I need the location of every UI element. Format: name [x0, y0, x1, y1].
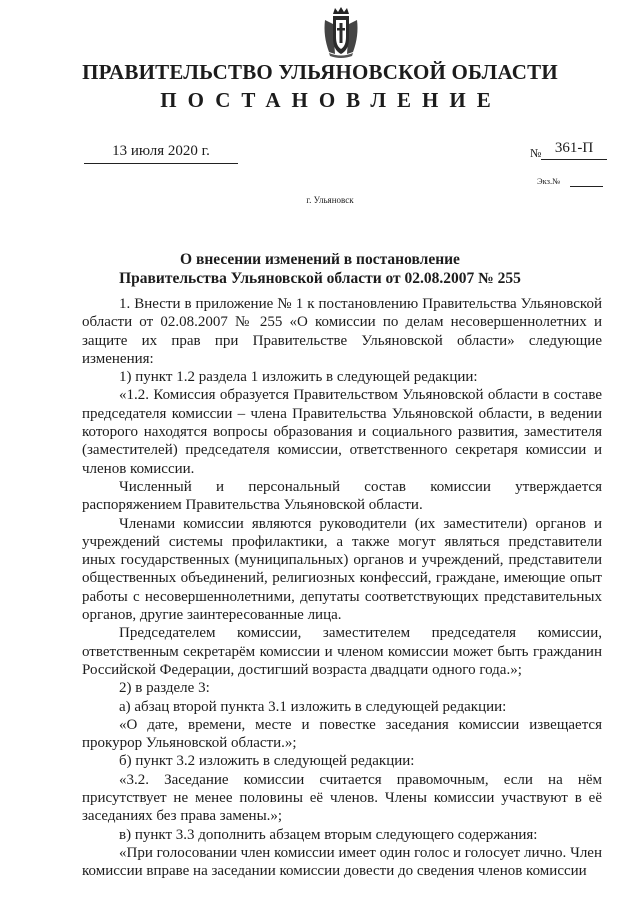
paragraph: «3.2. Заседание комиссии считается правомочным, если на нём присутствует не менее половины её членов. Члены комиссии участвуют в её заседаниях без права замены.»;	[82, 771, 602, 825]
paragraph: в) пункт 3.3 дополнить абзацем вторым следующего содержания:	[119, 826, 538, 843]
paragraph: 1) пункт 1.2 раздела 1 изложить в следующей редакции:	[119, 369, 478, 386]
document-title-line-1: О внесении изменений в постановление	[180, 251, 460, 268]
paragraph: «При голосовании член комиссии имеет один голос и голосует лично. Член комиссии вправе на заседании комиссии довести до сведения членов комиссии	[82, 844, 602, 880]
coat-of-arms-emblem	[321, 6, 361, 58]
paragraph: Членами комиссии являются руководители (их заместители) органов и учреждений системы профилактики, а также могут являться представители иных государственных (муниципальных) органов и учреждений, представители общественных объединений, религиозных конфессий, граждане, имеющие опыт работы с несовершеннолетними, депутаты соответствующих представительных органов, другие заинтересованные лица.	[82, 515, 602, 624]
paragraph: б) пункт 3.2 изложить в следующей редакции:	[119, 753, 415, 770]
number-label: №	[530, 146, 542, 160]
paragraph: а) абзац второй пункта 3.1 изложить в следующей редакции:	[119, 698, 507, 715]
document-title-line-2: Правительства Ульяновской области от 02.08.2007 № 255	[119, 270, 521, 287]
number-underline	[541, 159, 607, 160]
paragraph: «О дате, времени, месте и повестке заседания комиссии извещается прокурор Ульяновской области.»;	[82, 716, 602, 752]
document-type: ПОСТАНОВЛЕНИЕ	[160, 88, 502, 112]
paragraph: Председателем комиссии, заместителем председателя комиссии, ответственным секретарём комиссии и членом комиссии может быть гражданин Российской Федерации, достигший возраста двадцати одного года.»;	[82, 625, 602, 678]
document-body	[82, 295, 602, 881]
city: г. Ульяновск	[306, 195, 354, 205]
paragraph: Численный и персональный состав комиссии утверждается распоряжением Правительства Ульяновской области.	[82, 478, 602, 514]
paragraph: 1. Внести в приложение № 1 к постановлению Правительства Ульяновской области от 02.08.2007 № 255 «О комиссии по делам несовершеннолетних и защите их прав при Правительстве Ульяновской области» следующие изменения:	[82, 296, 602, 367]
paragraph: 2) в разделе 3:	[119, 680, 210, 697]
date-underline	[84, 163, 238, 164]
government-title: ПРАВИТЕЛЬСТВО УЛЬЯНОВСКОЙ ОБЛАСТИ	[82, 60, 558, 84]
document-date: 13 июля 2020 г.	[112, 143, 210, 159]
document-number: 361-П	[554, 140, 594, 156]
copy-number-label: Экз.№	[537, 176, 561, 186]
paragraph: «1.2. Комиссия образуется Правительством Ульяновской области в составе председателя комиссии – члена Правительства Ульяновской области, в ведении которого находятся вопросы образования и социального развития, заместителя (заместителей) председателя комиссии, ответственного секретаря комиссии и членов комиссии.	[82, 387, 602, 477]
copy-number-underline	[570, 186, 603, 187]
document-title	[0, 250, 640, 288]
